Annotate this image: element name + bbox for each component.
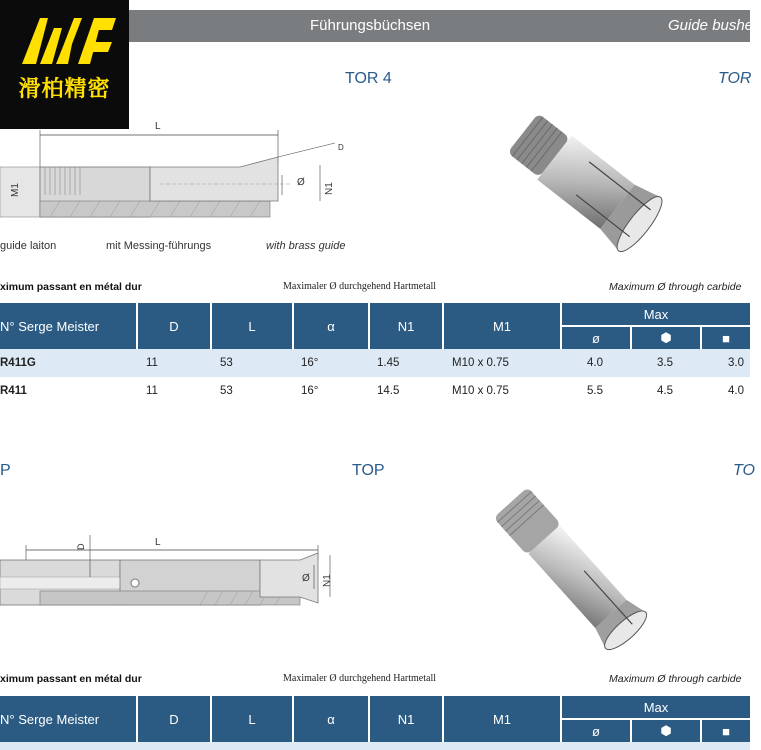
- subheading2-de: Maximaler Ø durchgehend Hartmetall: [283, 673, 436, 684]
- col-header-L: L: [248, 318, 256, 334]
- table-row-partial: [0, 742, 750, 750]
- cell-M1: M10 x 0.75: [452, 357, 509, 369]
- dim-D-label: D: [338, 143, 344, 152]
- col-header-alpha: α: [327, 711, 335, 727]
- caption-de: mit Messing-führungs: [106, 240, 212, 252]
- section2-title-right: TO: [733, 462, 755, 479]
- cell-L: 53: [220, 357, 233, 369]
- cell-max-hex: 4.5: [657, 385, 673, 397]
- logo-mark-icon: [0, 4, 129, 74]
- subheading-fr: ximum passant en métal dur: [0, 281, 142, 293]
- subheading2-en: Maximum Ø through carbide: [609, 673, 742, 685]
- col-header-D: D: [169, 711, 179, 727]
- subheading-de: Maximaler Ø durchgehend Hartmetall: [283, 281, 436, 292]
- col-header-M1: M1: [492, 711, 512, 727]
- dim-N1-label: N1: [322, 574, 333, 587]
- dim-L-label: L: [155, 537, 161, 548]
- cell-alpha: 16°: [301, 385, 319, 397]
- tor4-technical-drawing: [0, 115, 360, 235]
- section1-title-right: TOR: [718, 70, 752, 87]
- top-technical-drawing: [0, 505, 360, 625]
- col-header-ref: N° Serge Meister: [0, 318, 100, 334]
- cell-D: 11: [146, 357, 158, 369]
- dim-N1-label: N1: [324, 182, 335, 195]
- table1-header: [0, 303, 750, 349]
- cell-ref: R411G: [0, 357, 36, 369]
- col-header-max-round: ø: [592, 330, 600, 346]
- col-header-ref: N° Serge Meister: [0, 711, 100, 727]
- dim-M1-label: M1: [10, 183, 21, 197]
- col-header-M1: M1: [492, 318, 512, 334]
- top-product-photo: [470, 480, 670, 660]
- dim-dia-label: Ø: [302, 573, 310, 584]
- logo-text: 滑柏精密: [18, 77, 111, 102]
- col-header-max-hex: ⬢: [660, 723, 672, 738]
- cell-N1: 14.5: [377, 385, 400, 397]
- cell-max-round: 5.5: [587, 385, 603, 397]
- col-header-max-hex: ⬢: [660, 330, 672, 345]
- section2-title: TOP: [352, 462, 385, 479]
- company-logo: [0, 0, 129, 129]
- cell-N1: 1.45: [377, 357, 400, 369]
- table-row: [0, 377, 750, 405]
- section2-title-left: P: [0, 462, 11, 479]
- cell-max-square: 4.0: [728, 385, 744, 397]
- cell-max-round: 4.0: [587, 357, 603, 369]
- col-header-N1: N1: [397, 711, 415, 727]
- cell-max-square: 3.0: [728, 357, 744, 369]
- cell-L: 53: [220, 385, 233, 397]
- header-title-en: Guide bushes: [668, 17, 761, 34]
- col-header-max: Max: [643, 699, 669, 715]
- dim-D-label: D: [76, 543, 86, 550]
- table-row: [0, 349, 750, 377]
- section1-title: TOR 4: [345, 70, 392, 87]
- col-header-max-round: ø: [592, 723, 600, 739]
- cell-alpha: 16°: [301, 357, 319, 369]
- subheading2-fr: ximum passant en métal dur: [0, 673, 142, 685]
- tor4-product-photo: [475, 95, 675, 265]
- col-header-D: D: [169, 318, 179, 334]
- col-header-N1: N1: [397, 318, 415, 334]
- subheading-en: Maximum Ø through carbide: [609, 281, 742, 293]
- dim-L-label: L: [155, 121, 161, 132]
- caption-en: with brass guide: [266, 240, 346, 252]
- dim-dia-label: Ø: [297, 177, 305, 188]
- caption-fr: guide laiton: [0, 240, 57, 252]
- cell-M1: M10 x 0.75: [452, 385, 509, 397]
- cell-ref: R411: [0, 385, 27, 397]
- header-title-de: Führungsbüchsen: [310, 17, 431, 34]
- col-header-alpha: α: [327, 318, 335, 334]
- col-header-max-square: ■: [722, 330, 730, 346]
- col-header-max: Max: [643, 306, 669, 322]
- table2-header: [0, 696, 750, 742]
- cell-max-hex: 3.5: [657, 357, 673, 369]
- cell-D: 11: [146, 385, 158, 397]
- col-header-L: L: [248, 711, 256, 727]
- col-header-max-square: ■: [722, 723, 730, 739]
